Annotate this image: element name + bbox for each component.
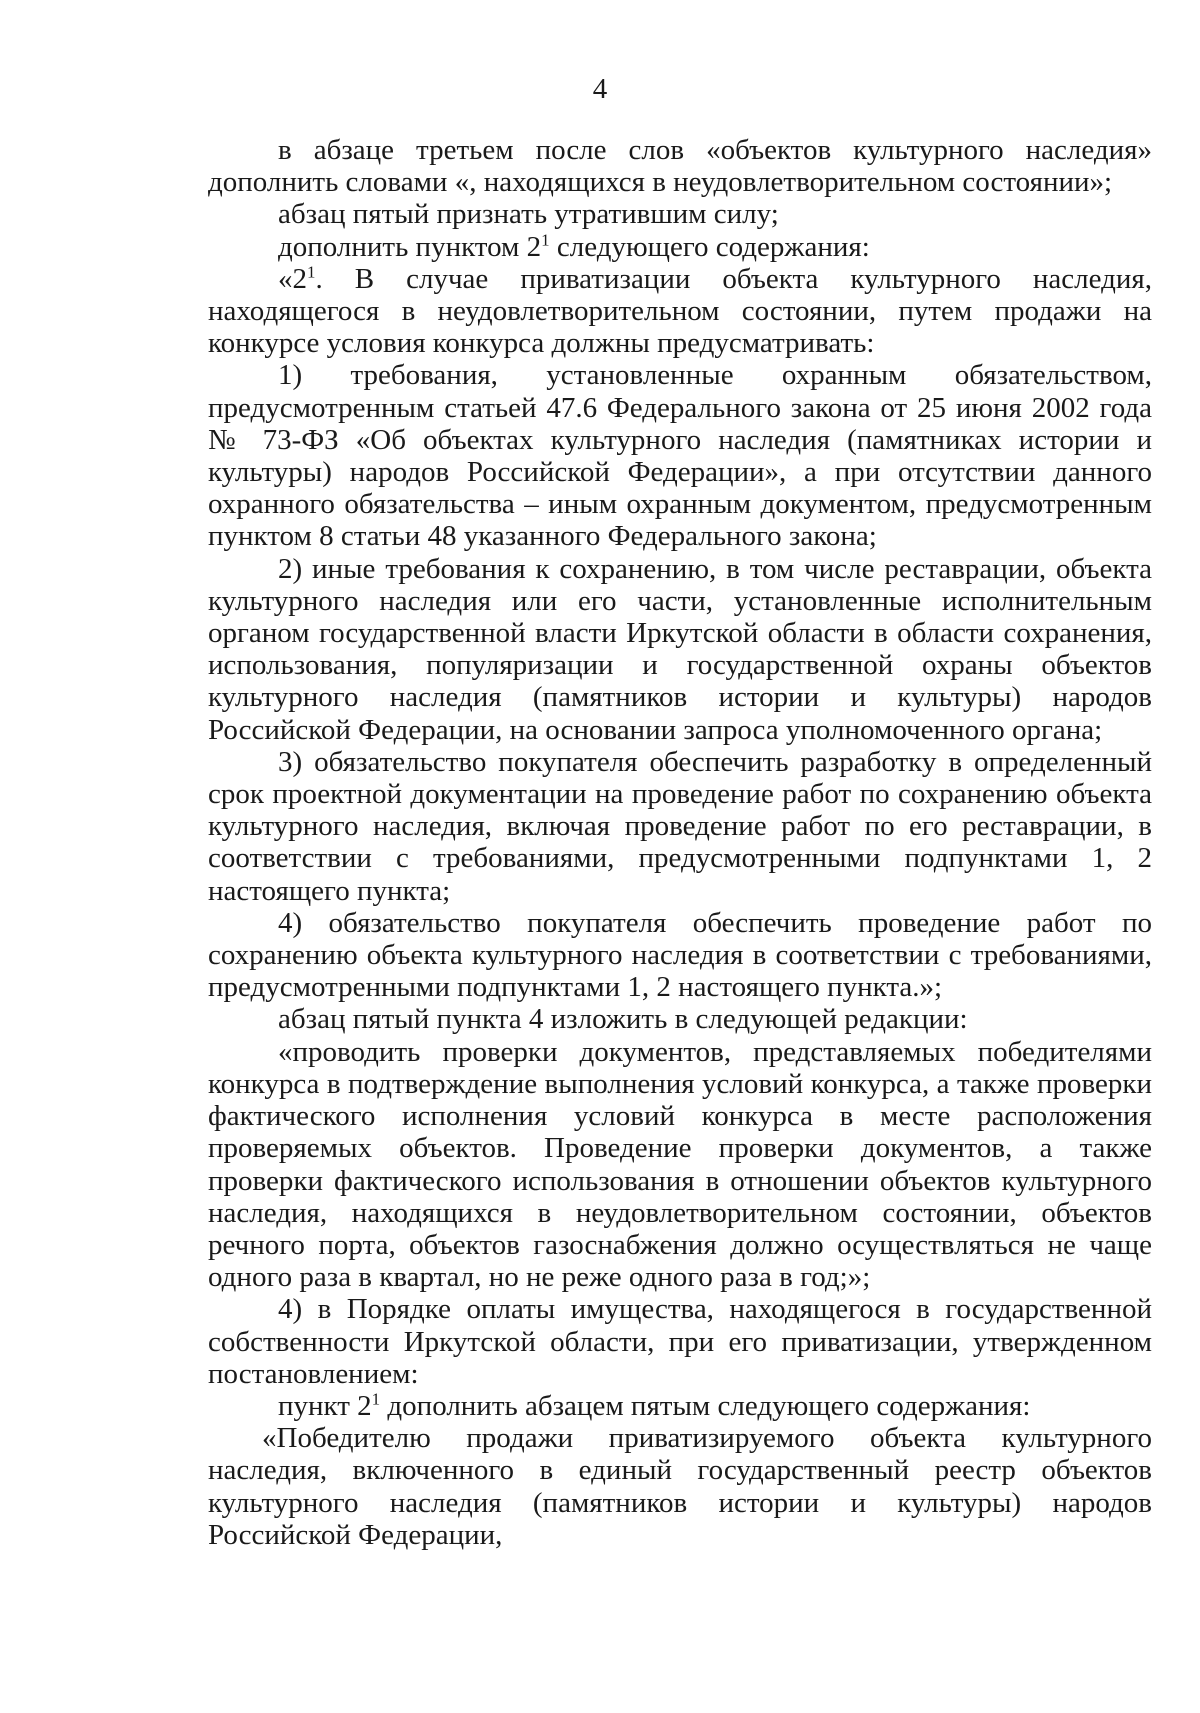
paragraph: абзац пятый признать утратившим силу; (278, 198, 779, 231)
paragraph: 4) обязательство покупателя обеспечить проведение работ по сохранению объекта культурного наследия в соответствии с требованиями, предусмотренными подпунктами 1, 2 настоящего пункта.»; (208, 906, 1152, 1004)
paragraph: в абзаце третьем после слов «объектов культурного наследия» дополнить словами «, находящихся в неудовлетворительном состоянии»; (208, 134, 1152, 199)
paragraph: пункт $2^1$ дополнить абзацем пятым следующего содержания: (278, 1389, 1031, 1422)
paragraph: дополнить пунктом $2^1$ следующего содержания: (278, 229, 870, 263)
paragraph: 4) в Порядке оплаты имущества, находящегося в государственной собственности Иркутской области, при его приватизации, утвержденном постановлением: (208, 1293, 1152, 1390)
paragraph: «Победителю продажи приватизируемого объекта культурного наследия, включенного в единый государственный реестр объектов культурного наследия (памятников истории и культуры) народов Российской Федерации, (208, 1422, 1152, 1551)
paragraph: 2) иные требования к сохранению, в том числе реставрации, объекта культурного наследия или его части, установленные исполнительным органом государственной власти Иркутской области в области сохранения, использования, популяризации и государственной охраны объектов культурного наследия (памятников истории и культуры) народов Российской Федерации, на основании запроса уполномоченного органа; (208, 552, 1152, 746)
paragraph: «$2^1$. В случае приватизации объекта культурного наследия, находящегося в неудовлетворительном состоянии, путем продажи на конкурсе условия конкурса должны предусматривать: (208, 262, 1152, 360)
superscript: 1 (371, 1389, 381, 1409)
document-body (208, 134, 1152, 1551)
paragraph: абзац пятый пункта 4 изложить в следующей редакции: (278, 1003, 968, 1036)
superscript: 1 (307, 262, 316, 282)
superscript: 1 (541, 229, 550, 249)
page-number: 4 (592, 73, 608, 105)
paragraph: 1) требования, установленные охранным обязательством, предусмотренным статьей 47.6 Федерального закона от 25 июня 2002 года № 73-ФЗ «Об объектах культурного наследия (памятниках истории и культуры) народов Российской Федерации», а при отсутствии данного охранного обязательства – иным охранным документом, предусмотренным пунктом 8 статьи 48 указанного Федерального закона; (208, 359, 1152, 553)
paragraph: «проводить проверки документов, представляемых победителями конкурса в подтверждение выполнения условий конкурса, а также проверки фактического исполнения условий конкурса в месте расположения проверяемых объектов. Проведение проверки документов, а также проверки фактического использования в отношении объектов культурного наследия, находящихся в неудовлетворительном состоянии, объектов речного порта, объектов газоснабжения должно осуществляться не чаще одного раза в квартал, но не реже одного раза в год;»; (208, 1035, 1152, 1294)
paragraph: 3) обязательство покупателя обеспечить разработку в определенный срок проектной документации на проведение работ по сохранению объекта культурного наследия, включая проведение работ по его реставрации, в соответствии с требованиями, предусмотренными подпунктами 1, 2 настоящего пункта; (208, 745, 1152, 907)
